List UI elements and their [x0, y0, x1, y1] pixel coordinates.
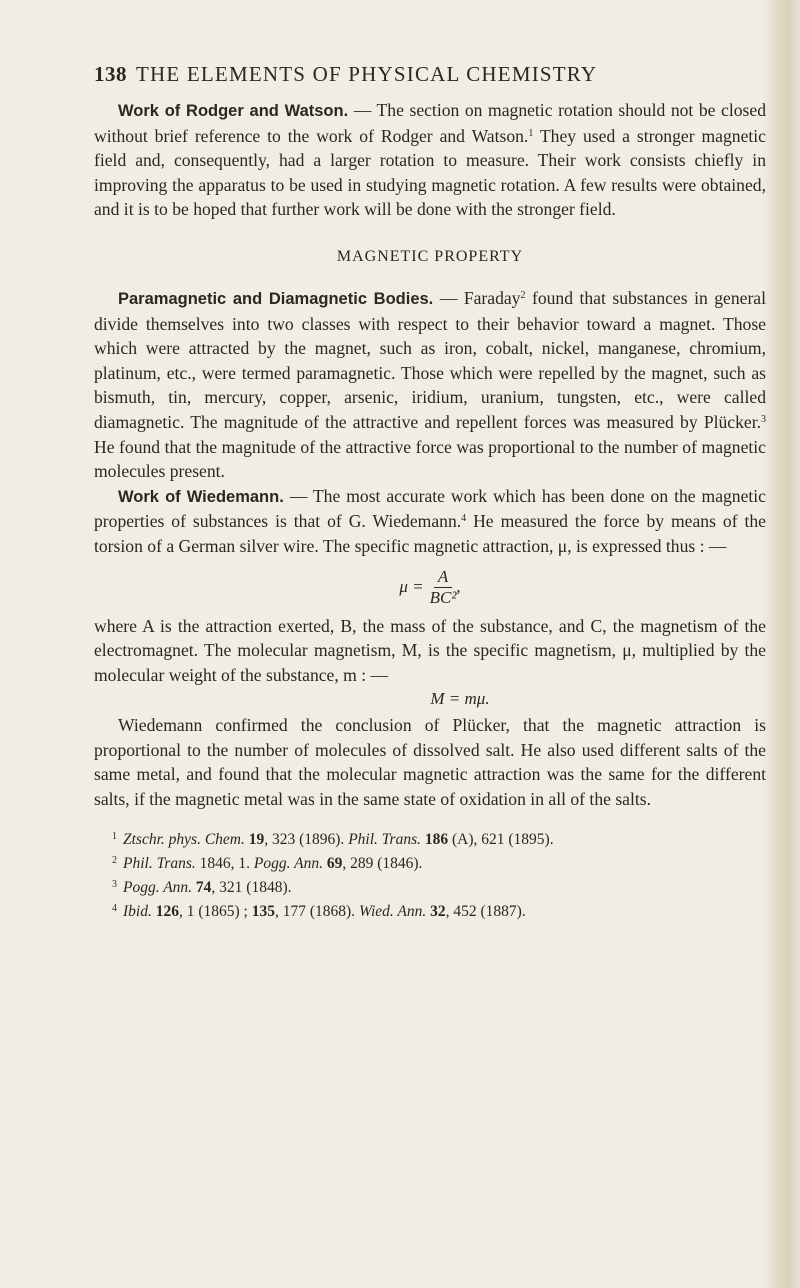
- formula-fraction: [430, 567, 457, 608]
- citation-volume: 32: [426, 902, 446, 920]
- section-heading: MAGNETIC PROPERTY: [336, 247, 524, 265]
- citation-text: , 1 (1865) ;: [178, 902, 252, 920]
- formula-lhs: μ =: [399, 577, 424, 596]
- footnote-ref: 4: [461, 513, 467, 525]
- page-number: 138: [94, 62, 127, 86]
- paragraph-text: — The section on magnetic rotation should not be closed without brief reference to the work of Rodger and Watson.: [94, 100, 766, 146]
- paragraph-definitions: where A is the attraction exerted, B, the mass of the substance, and C, the magnetism of the electromagnet. The molecular magnetism, M, is the specific magnetism, μ, multiplied by the molecular weight of the substance, m : —: [94, 615, 766, 685]
- footnote-mark: 4: [112, 902, 117, 914]
- citation-text: , 321 (1848).: [211, 878, 292, 896]
- footnote-mark: 3: [112, 878, 117, 890]
- citation-journal: Pogg. Ann.: [123, 878, 193, 896]
- page-header: [94, 62, 766, 98]
- citation-text: (A), 621 (1895).: [448, 830, 554, 848]
- citation-journal: Phil. Trans.: [348, 830, 421, 848]
- citation-volume: 135: [251, 902, 275, 920]
- paragraph-text: He found that the magnitude of the attractive force was proportional to the number of magnetic molecules present.: [94, 436, 766, 482]
- paragraph-text: They used a stronger magnetic field and, consequently, had a larger rotation to measure. Their work consists chiefly in improving the apparatus to be used in studying magnetic rotation. A few results were obtained, and it is to be hoped that further work will be done with the stronger field.: [94, 125, 766, 220]
- citation-text: , 323 (1896).: [264, 830, 349, 848]
- footnote-ref: 2: [520, 289, 526, 301]
- footnote-4: [112, 898, 766, 922]
- running-head: THE ELEMENTS OF PHYSICAL CHEMISTRY: [136, 62, 598, 86]
- citation-text: , 452 (1887).: [445, 902, 526, 920]
- citation-text: , 289 (1846).: [342, 854, 423, 872]
- citation-journal: Phil. Trans.: [123, 854, 196, 872]
- run-in-heading: Work of Wiedemann.: [118, 487, 284, 506]
- paragraph-rodger-watson: [94, 98, 766, 222]
- citation-journal: Wied. Ann.: [358, 902, 427, 920]
- paragraph-wiedemann-confirmed: Wiedemann confirmed the conclusion of Plücker, that the magnetic attraction is proportional to the number of molecules of dissolved salt. He also used different salts of the same metal, and found that the molecular magnetic attraction was the same for the different salts, if the magnetic metal was in the same state of oxidation in all of the salts.: [94, 715, 766, 810]
- formula-trailing: ,: [456, 577, 461, 596]
- footnote-mark: 2: [112, 854, 117, 866]
- citation-volume: 19: [244, 830, 265, 848]
- citation-volume: 69: [322, 854, 343, 872]
- citation-volume: 126: [151, 902, 179, 920]
- citation-volume: 74: [192, 878, 212, 896]
- citation-text: , 177 (1868).: [274, 902, 359, 920]
- page-edge-shadow: [762, 0, 800, 1288]
- formula-specific-magnetism: [94, 567, 766, 608]
- footnote-ref: 3: [761, 413, 766, 425]
- paragraph-text: found that substances in general divide themselves into two classes with respect to their behavior toward a magnet. Those which were attracted by the magnet, such as iron, cobalt, nickel, manganese, chromium, platinum, etc., were termed paramagnetic. Those which were repelled by the magnet, such as bismuth, tin, mercury, copper, arsenic, iridium, uranium, tungsten, etc., were called diamagnetic. The magnitude of the attractive and repellent forces was measured by Plücker.: [94, 287, 767, 432]
- formula-denominator: BC²: [429, 587, 457, 607]
- citation-journal: Ibid.: [123, 902, 152, 920]
- citation-journal: Pogg. Ann.: [253, 854, 323, 872]
- footnote-2: [112, 850, 766, 874]
- citation-text: 1846, 1.: [195, 854, 254, 872]
- formula-numerator: A: [434, 567, 452, 588]
- formula-molecular-magnetism: M = mμ.: [430, 689, 490, 709]
- paragraph-wiedemann: [94, 484, 766, 559]
- paragraph-paramagnetic: [94, 286, 766, 484]
- footnotes: [94, 826, 766, 922]
- paragraph-text: — Faraday: [433, 287, 521, 308]
- paragraph-text: He measured the force by means of the torsion of a German silver wire. The specific magnetic attraction, μ, is expressed thus : —: [94, 511, 766, 556]
- run-in-heading: Paramagnetic and Diamagnetic Bodies.: [118, 289, 434, 308]
- footnote-ref: 1: [528, 127, 534, 139]
- footnote-mark: 1: [112, 830, 117, 842]
- run-in-heading: Work of Rodger and Watson.: [118, 102, 349, 120]
- footnote-1: [112, 826, 766, 850]
- paragraph-text: — The most accurate work which has been done on the magnetic properties of substances is that of G. Wiedemann.: [94, 485, 766, 532]
- citation-journal: Ztschr. phys. Chem.: [123, 830, 245, 848]
- footnote-3: [112, 874, 766, 898]
- citation-volume: 186: [420, 830, 449, 848]
- page-content: [94, 0, 766, 922]
